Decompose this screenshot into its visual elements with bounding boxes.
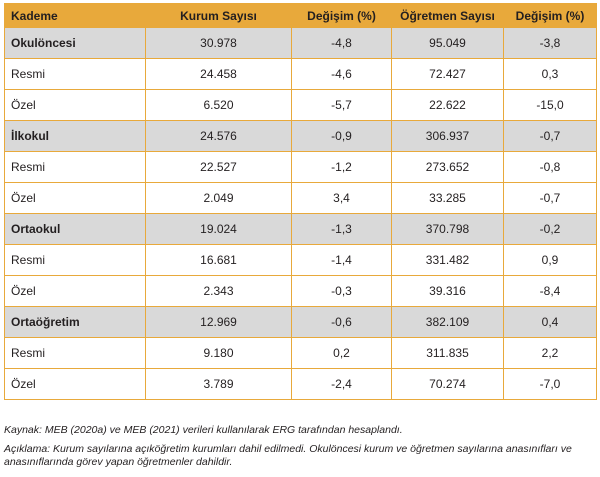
kurum-degisim-cell: -1,2 xyxy=(292,152,392,183)
ogretmen-sayisi-cell: 72.427 xyxy=(392,59,504,90)
table-row xyxy=(5,59,597,90)
kurum-degisim-cell: 3,4 xyxy=(292,183,392,214)
ogretmen-sayisi-cell: 33.285 xyxy=(392,183,504,214)
kurum-sayisi-cell: 19.024 xyxy=(146,214,292,245)
table-row xyxy=(5,276,597,307)
ogretmen-sayisi-cell: 273.652 xyxy=(392,152,504,183)
ogretmen-degisim-cell: -8,4 xyxy=(504,276,597,307)
kademe-cell: Resmi xyxy=(5,152,146,183)
ogretmen-degisim-cell: -0,8 xyxy=(504,152,597,183)
kurum-degisim-cell: -0,3 xyxy=(292,276,392,307)
table-category-row xyxy=(5,28,597,59)
kademe-cell: Özel xyxy=(5,276,146,307)
ogretmen-sayisi-cell: 22.622 xyxy=(392,90,504,121)
kurum-sayisi-cell: 24.458 xyxy=(146,59,292,90)
ogretmen-degisim-cell: -3,8 xyxy=(504,28,597,59)
kademe-cell: İlkokul xyxy=(5,121,146,152)
ogretmen-sayisi-cell: 331.482 xyxy=(392,245,504,276)
kurum-degisim-cell: -0,9 xyxy=(292,121,392,152)
header-ogretmen-sayisi: Öğretmen Sayısı xyxy=(392,4,504,28)
kademe-cell: Resmi xyxy=(5,245,146,276)
kademe-cell: Ortaokul xyxy=(5,214,146,245)
table-row xyxy=(5,183,597,214)
kurum-degisim-cell: -1,3 xyxy=(292,214,392,245)
header-ogretmen-degisim: Değişim (%) xyxy=(504,4,597,28)
table-category-row xyxy=(5,121,597,152)
kurum-degisim-cell: -4,8 xyxy=(292,28,392,59)
ogretmen-sayisi-cell: 95.049 xyxy=(392,28,504,59)
table-row xyxy=(5,152,597,183)
header-kademe: Kademe xyxy=(5,4,146,28)
ogretmen-degisim-cell: 0,4 xyxy=(504,307,597,338)
kademe-cell: Resmi xyxy=(5,338,146,369)
ogretmen-sayisi-cell: 311.835 xyxy=(392,338,504,369)
table-row xyxy=(5,90,597,121)
kademe-cell: Özel xyxy=(5,90,146,121)
statistics-table xyxy=(4,3,597,400)
table-category-row xyxy=(5,214,597,245)
ogretmen-degisim-cell: 0,9 xyxy=(504,245,597,276)
table-header-row xyxy=(5,4,597,28)
table-row xyxy=(5,369,597,400)
ogretmen-degisim-cell: -15,0 xyxy=(504,90,597,121)
kurum-sayisi-cell: 12.969 xyxy=(146,307,292,338)
ogretmen-sayisi-cell: 382.109 xyxy=(392,307,504,338)
header-kurum-sayisi: Kurum Sayısı xyxy=(146,4,292,28)
header-kurum-degisim: Değişim (%) xyxy=(292,4,392,28)
kademe-cell: Okulöncesi xyxy=(5,28,146,59)
table-body xyxy=(5,28,597,400)
ogretmen-degisim-cell: 0,3 xyxy=(504,59,597,90)
kademe-cell: Özel xyxy=(5,369,146,400)
kademe-cell: Resmi xyxy=(5,59,146,90)
kurum-degisim-cell: -5,7 xyxy=(292,90,392,121)
ogretmen-degisim-cell: -0,2 xyxy=(504,214,597,245)
explanation-note: Açıklama: Kurum sayılarına açıköğretim kurumları dahil edilmedi. Okulöncesi kurum ve öğretmen sayılarına anasınıfları ve anasınıflarında görev yapan öğretmenler dahildir. xyxy=(4,443,572,468)
kurum-degisim-cell: -1,4 xyxy=(292,245,392,276)
table-category-row xyxy=(5,307,597,338)
kademe-cell: Ortaöğretim xyxy=(5,307,146,338)
kurum-sayisi-cell: 24.576 xyxy=(146,121,292,152)
ogretmen-sayisi-cell: 70.274 xyxy=(392,369,504,400)
table-row xyxy=(5,245,597,276)
ogretmen-sayisi-cell: 39.316 xyxy=(392,276,504,307)
kurum-degisim-cell: 0,2 xyxy=(292,338,392,369)
kurum-degisim-cell: -2,4 xyxy=(292,369,392,400)
kurum-sayisi-cell: 30.978 xyxy=(146,28,292,59)
ogretmen-degisim-cell: 2,2 xyxy=(504,338,597,369)
table-notes xyxy=(4,424,596,475)
ogretmen-degisim-cell: -7,0 xyxy=(504,369,597,400)
kurum-sayisi-cell: 9.180 xyxy=(146,338,292,369)
ogretmen-degisim-cell: -0,7 xyxy=(504,121,597,152)
kurum-sayisi-cell: 16.681 xyxy=(146,245,292,276)
kurum-sayisi-cell: 6.520 xyxy=(146,90,292,121)
kurum-sayisi-cell: 2.343 xyxy=(146,276,292,307)
kurum-sayisi-cell: 22.527 xyxy=(146,152,292,183)
kurum-degisim-cell: -4,6 xyxy=(292,59,392,90)
kurum-sayisi-cell: 3.789 xyxy=(146,369,292,400)
ogretmen-sayisi-cell: 370.798 xyxy=(392,214,504,245)
ogretmen-sayisi-cell: 306.937 xyxy=(392,121,504,152)
source-note: Kaynak: MEB (2020a) ve MEB (2021) verileri kullanılarak ERG tarafından hesaplandı. xyxy=(4,424,403,436)
kurum-degisim-cell: -0,6 xyxy=(292,307,392,338)
ogretmen-degisim-cell: -0,7 xyxy=(504,183,597,214)
kademe-cell: Özel xyxy=(5,183,146,214)
kurum-sayisi-cell: 2.049 xyxy=(146,183,292,214)
table-row xyxy=(5,338,597,369)
